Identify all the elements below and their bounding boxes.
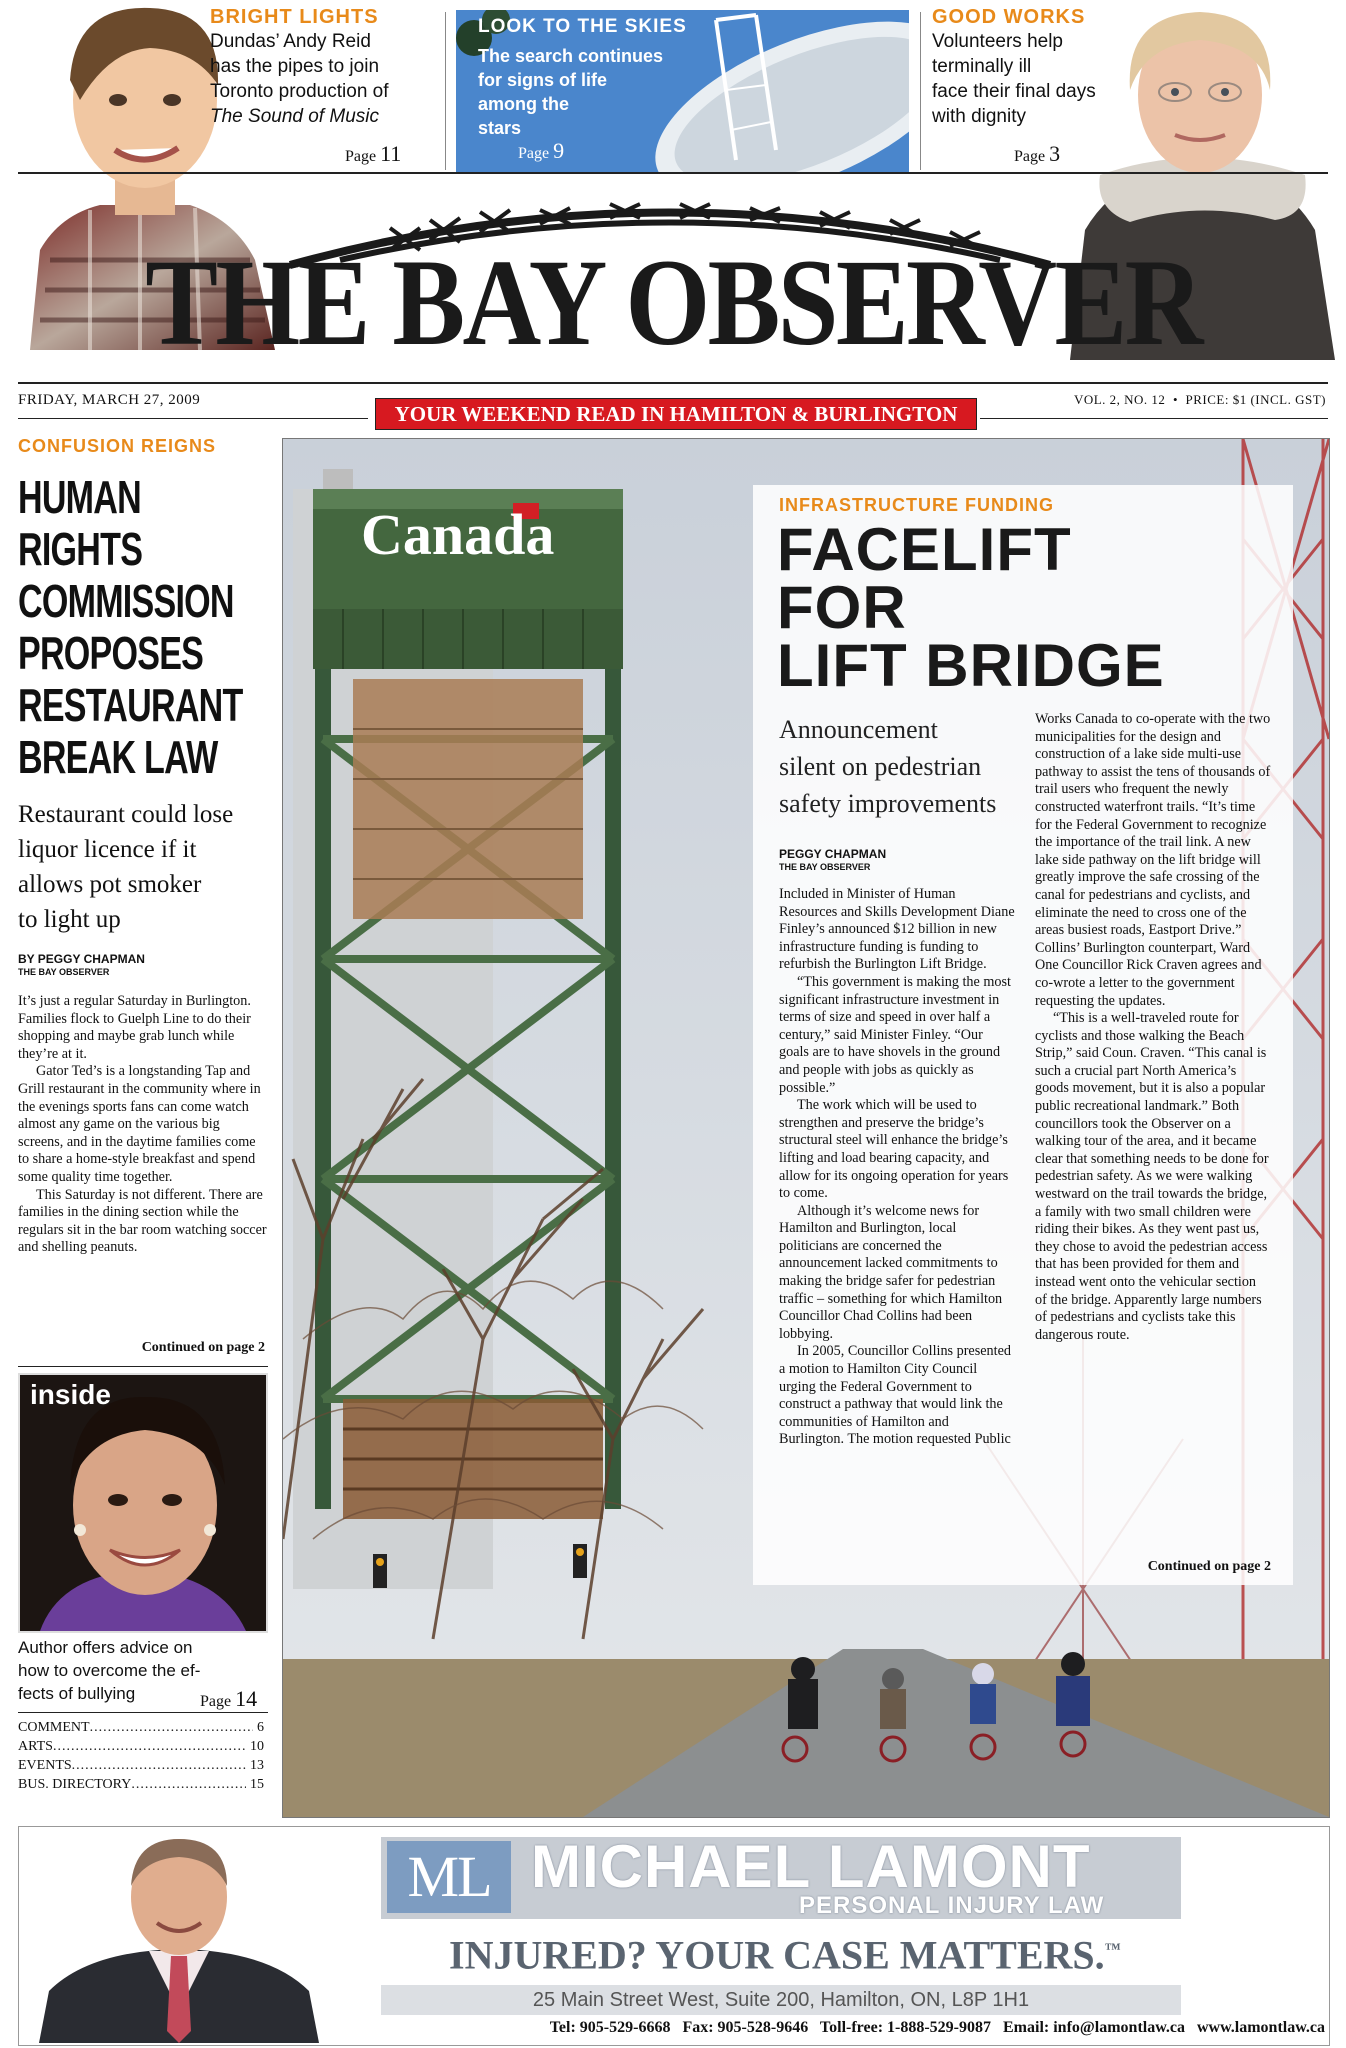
promo-line: Toronto production of bbox=[210, 81, 389, 102]
masthead-rule bbox=[980, 418, 1328, 419]
paragraph: This Saturday is not different. There are families in the dining section while the regulars sit in the bar room watching soccer and shelling peanuts. bbox=[18, 1186, 267, 1256]
toc-item[interactable]: BUS. DIRECTORY ..... 15 bbox=[18, 1775, 264, 1794]
headline-line: HUMAN RIGHTS bbox=[18, 471, 143, 575]
ad-logo: ML bbox=[387, 1841, 511, 1913]
story-body bbox=[779, 886, 1015, 1449]
section-rule bbox=[18, 1712, 268, 1713]
continued-link[interactable]: Continued on page 2 bbox=[1147, 1559, 1271, 1574]
promo-line: Volunteers help bbox=[932, 31, 1063, 52]
headline-line: LIFT BRIDGE bbox=[777, 632, 1165, 699]
promo-body bbox=[478, 44, 663, 140]
law-firm-ad[interactable] bbox=[18, 1826, 1330, 2046]
paragraph: “This government is making the most significant infrastructure investment in terms of size and speed in over half a century,” said Minister Finley. “Our goals are to have shovels in the ground and people with jobs as quickly as possible.” bbox=[779, 973, 1011, 1096]
story-body bbox=[18, 993, 268, 1257]
masthead-title: THE BAY OBSERVER bbox=[145, 234, 1201, 371]
story-kicker: CONFUSION REIGNS bbox=[18, 436, 217, 456]
paragraph: The work which will be used to strengthen and preserve the bridge’s structural steel will enhance the bridge’s lifting and load bearing capacity, and allow for its ongoing operation for years to come. bbox=[779, 1097, 1009, 1202]
promo-line: The search continues bbox=[478, 46, 664, 66]
main-story-box[interactable] bbox=[753, 485, 1293, 1585]
story-kicker: INFRASTRUCTURE FUNDING bbox=[779, 495, 1054, 515]
promo-divider bbox=[920, 12, 921, 170]
caption-line: how to overcome the ef- bbox=[18, 1661, 201, 1680]
story-deck bbox=[779, 711, 1015, 822]
author-portrait bbox=[20, 1375, 266, 1631]
promo-line: stars bbox=[478, 118, 522, 138]
promo-kicker: BRIGHT LIGHTS bbox=[210, 6, 379, 28]
canada-sign: Canada bbox=[361, 502, 555, 567]
deck-line: allows pot smoker bbox=[18, 871, 202, 898]
headline-line: FACELIFT bbox=[777, 516, 1072, 583]
paragraph: Included in Minister of Human Resources and Skills Development Diane Finley’s announced $12 billion in new infrastructure funding is funding to refurbish the Burlington Lift Bridge. bbox=[779, 886, 1015, 973]
story-column-2 bbox=[1035, 711, 1271, 1344]
promo-look-to-the-skies[interactable] bbox=[456, 10, 909, 172]
issue-info: VOL. 2, NO. 12 • PRICE: $1 (INCL. GST) bbox=[1073, 392, 1326, 407]
lawyer-photo bbox=[29, 1831, 329, 2043]
volume-number: VOL. 2, NO. 12 bbox=[1073, 392, 1166, 407]
paragraph: Although it’s welcome news for Hamilton and Burlington, local politicians are concerned the announcement lacked commitments to making the bridge safer for pedestrian traffic – something for which Hamilton Councillor Chad Collins had been lobbying. bbox=[779, 1202, 1003, 1342]
caption-line: Author offers advice on bbox=[18, 1638, 193, 1657]
paragraph: Works Canada to co-operate with the two municipalities for the design and construction of a lake side multi-use pathway to assist the tens of thousands of trail users who frequent the newly constructed waterfront trails. “It’s time for the Federal Government to recognize the importance of the trail link. A new lake side pathway on the lift bridge will greatly improve the safe crossing of the canal for pedestrians and cyclists, and eliminate the need to cross one of the areas busiest roads, Eastport Drive.” Collins’ Burlington counterpart, Ward One Councillor Rick Craven agrees and co-wrote a letter to the government requesting the updates. bbox=[1035, 711, 1271, 1009]
inside-label: inside bbox=[30, 1379, 111, 1410]
issue-date: FRIDAY, MARCH 27, 2009 bbox=[18, 392, 201, 408]
promo-line: Dundas’ Andy Reid bbox=[210, 31, 371, 52]
promo-line: The Sound of Music bbox=[210, 106, 379, 127]
price: PRICE: $1 (INCL. GST) bbox=[1185, 392, 1326, 407]
promo-line: face their final days bbox=[932, 81, 1096, 102]
caption-line: fects of bullying bbox=[18, 1684, 136, 1703]
story-headline bbox=[18, 471, 270, 783]
promo-page-ref: Page 9 bbox=[518, 138, 565, 163]
promo-line: terminally ill bbox=[932, 56, 1032, 77]
continued-link[interactable]: Continued on page 2 bbox=[141, 1340, 265, 1355]
ad-name: MICHAEL LAMONT bbox=[531, 1833, 1091, 1900]
promo-kicker: LOOK TO THE SKIES bbox=[478, 16, 687, 37]
story-headline bbox=[777, 516, 1165, 699]
promo-line: with dignity bbox=[932, 106, 1026, 127]
headline-line: RESTAURANT bbox=[18, 679, 243, 731]
story-column-1 bbox=[779, 711, 1015, 1449]
ad-contacts: Tel: 905-529-6668 Fax: 905-528-9646 Toll-free: 1-888-529-9087 Email: info@lamontlaw.ca www.lamontlaw.ca bbox=[549, 2019, 1325, 2036]
inside-photo[interactable] bbox=[18, 1373, 268, 1633]
masthead-rule bbox=[18, 382, 1328, 384]
promo-line: among the bbox=[478, 94, 570, 114]
lift-bridge-photo bbox=[282, 438, 1330, 1818]
promo-bar bbox=[0, 0, 1346, 175]
paragraph: “This is a well-traveled route for cyclists and those walking the Beach Strip,” said Coun. Craven. “This canal is such a crucial part North America’s goods movement, but it is also a popular public recreational landmark.” Both councillors took the Observer on a walking tour of the area, and it became clear that something needs to be done for pedestrian safety. As we were walking westward on the trail towards the bridge, a family with two small children were riding their bikes. As they went past us, they chose to avoid the pedestrian access that has been provided for them and instead went onto the vehicular section of the bridge. Apparently large numbers of pedestrians and cyclists take this dangerous route. bbox=[1035, 1010, 1269, 1343]
promo-page-ref: Page 3 bbox=[1014, 141, 1061, 166]
masthead-rule bbox=[18, 418, 368, 419]
left-story[interactable] bbox=[18, 436, 268, 1257]
toc-item[interactable]: EVENTS ..... 13 bbox=[18, 1756, 264, 1775]
headline-line: COMMISSION bbox=[18, 575, 234, 627]
deck-line: Announcement bbox=[779, 715, 938, 744]
paragraph: Gator Ted’s is a longstanding Tap and Grill restaurant in the community where in the evenings sports fans can come watch almost any game on the various big screens, and in the daytime families come to share a home-style breakfast and spend some quality time together. bbox=[18, 1063, 261, 1185]
top-rule bbox=[18, 172, 1328, 174]
promo-bright-lights[interactable] bbox=[210, 6, 450, 166]
promo-page-ref: Page 11 bbox=[345, 141, 402, 166]
paragraph: In 2005, Councillor Collins presented a motion to Hamilton City Council urging the Federal Government to construct a pathway that would link the communities of Hamilton and Burlington. The motion requested Public bbox=[779, 1343, 1011, 1448]
deck-line: to light up bbox=[18, 906, 121, 933]
tagline-banner: YOUR WEEKEND READ IN HAMILTON & BURLINGTON bbox=[375, 398, 977, 430]
deck-line: silent on pedestrian bbox=[779, 752, 982, 781]
byline: BY PEGGY CHAPMAN THE BAY OBSERVER bbox=[18, 952, 145, 977]
toc-item[interactable]: ARTS ..... 10 bbox=[18, 1737, 264, 1756]
inside-page-ref[interactable]: Page 14 bbox=[200, 1686, 258, 1711]
ad-address: 25 Main Street West, Suite 200, Hamilton, ON, L8P 1H1 bbox=[532, 1989, 1030, 2011]
headline-line: BREAK LAW bbox=[18, 731, 218, 783]
promo-line: for signs of life bbox=[478, 70, 608, 90]
deck-line: safety improvements bbox=[779, 789, 997, 818]
headline-line: PROPOSES bbox=[18, 627, 204, 679]
headline-line: FOR bbox=[777, 574, 907, 641]
story-deck bbox=[18, 797, 268, 937]
ad-slogan: INJURED? YOUR CASE MATTERS.™ bbox=[449, 1932, 1121, 1978]
toc-item[interactable]: COMMENT ..... 6 bbox=[18, 1718, 264, 1737]
deck-line: Restaurant could lose bbox=[18, 801, 234, 828]
paragraph: It’s just a regular Saturday in Burlington. Families flock to Guelph Line to do their shopping and maybe grab lunch while they’re at it. bbox=[18, 993, 251, 1062]
ad-subtitle: PERSONAL INJURY LAW bbox=[799, 1892, 1105, 1919]
table-of-contents bbox=[18, 1718, 264, 1794]
promo-divider bbox=[445, 12, 446, 170]
promo-line: has the pipes to join bbox=[210, 56, 380, 77]
section-rule bbox=[18, 1366, 268, 1367]
promo-kicker: GOOD WORKS bbox=[932, 6, 1086, 28]
byline: PEGGY CHAPMAN THE BAY OBSERVER bbox=[779, 847, 887, 872]
deck-line: liquor licence if it bbox=[18, 836, 197, 863]
